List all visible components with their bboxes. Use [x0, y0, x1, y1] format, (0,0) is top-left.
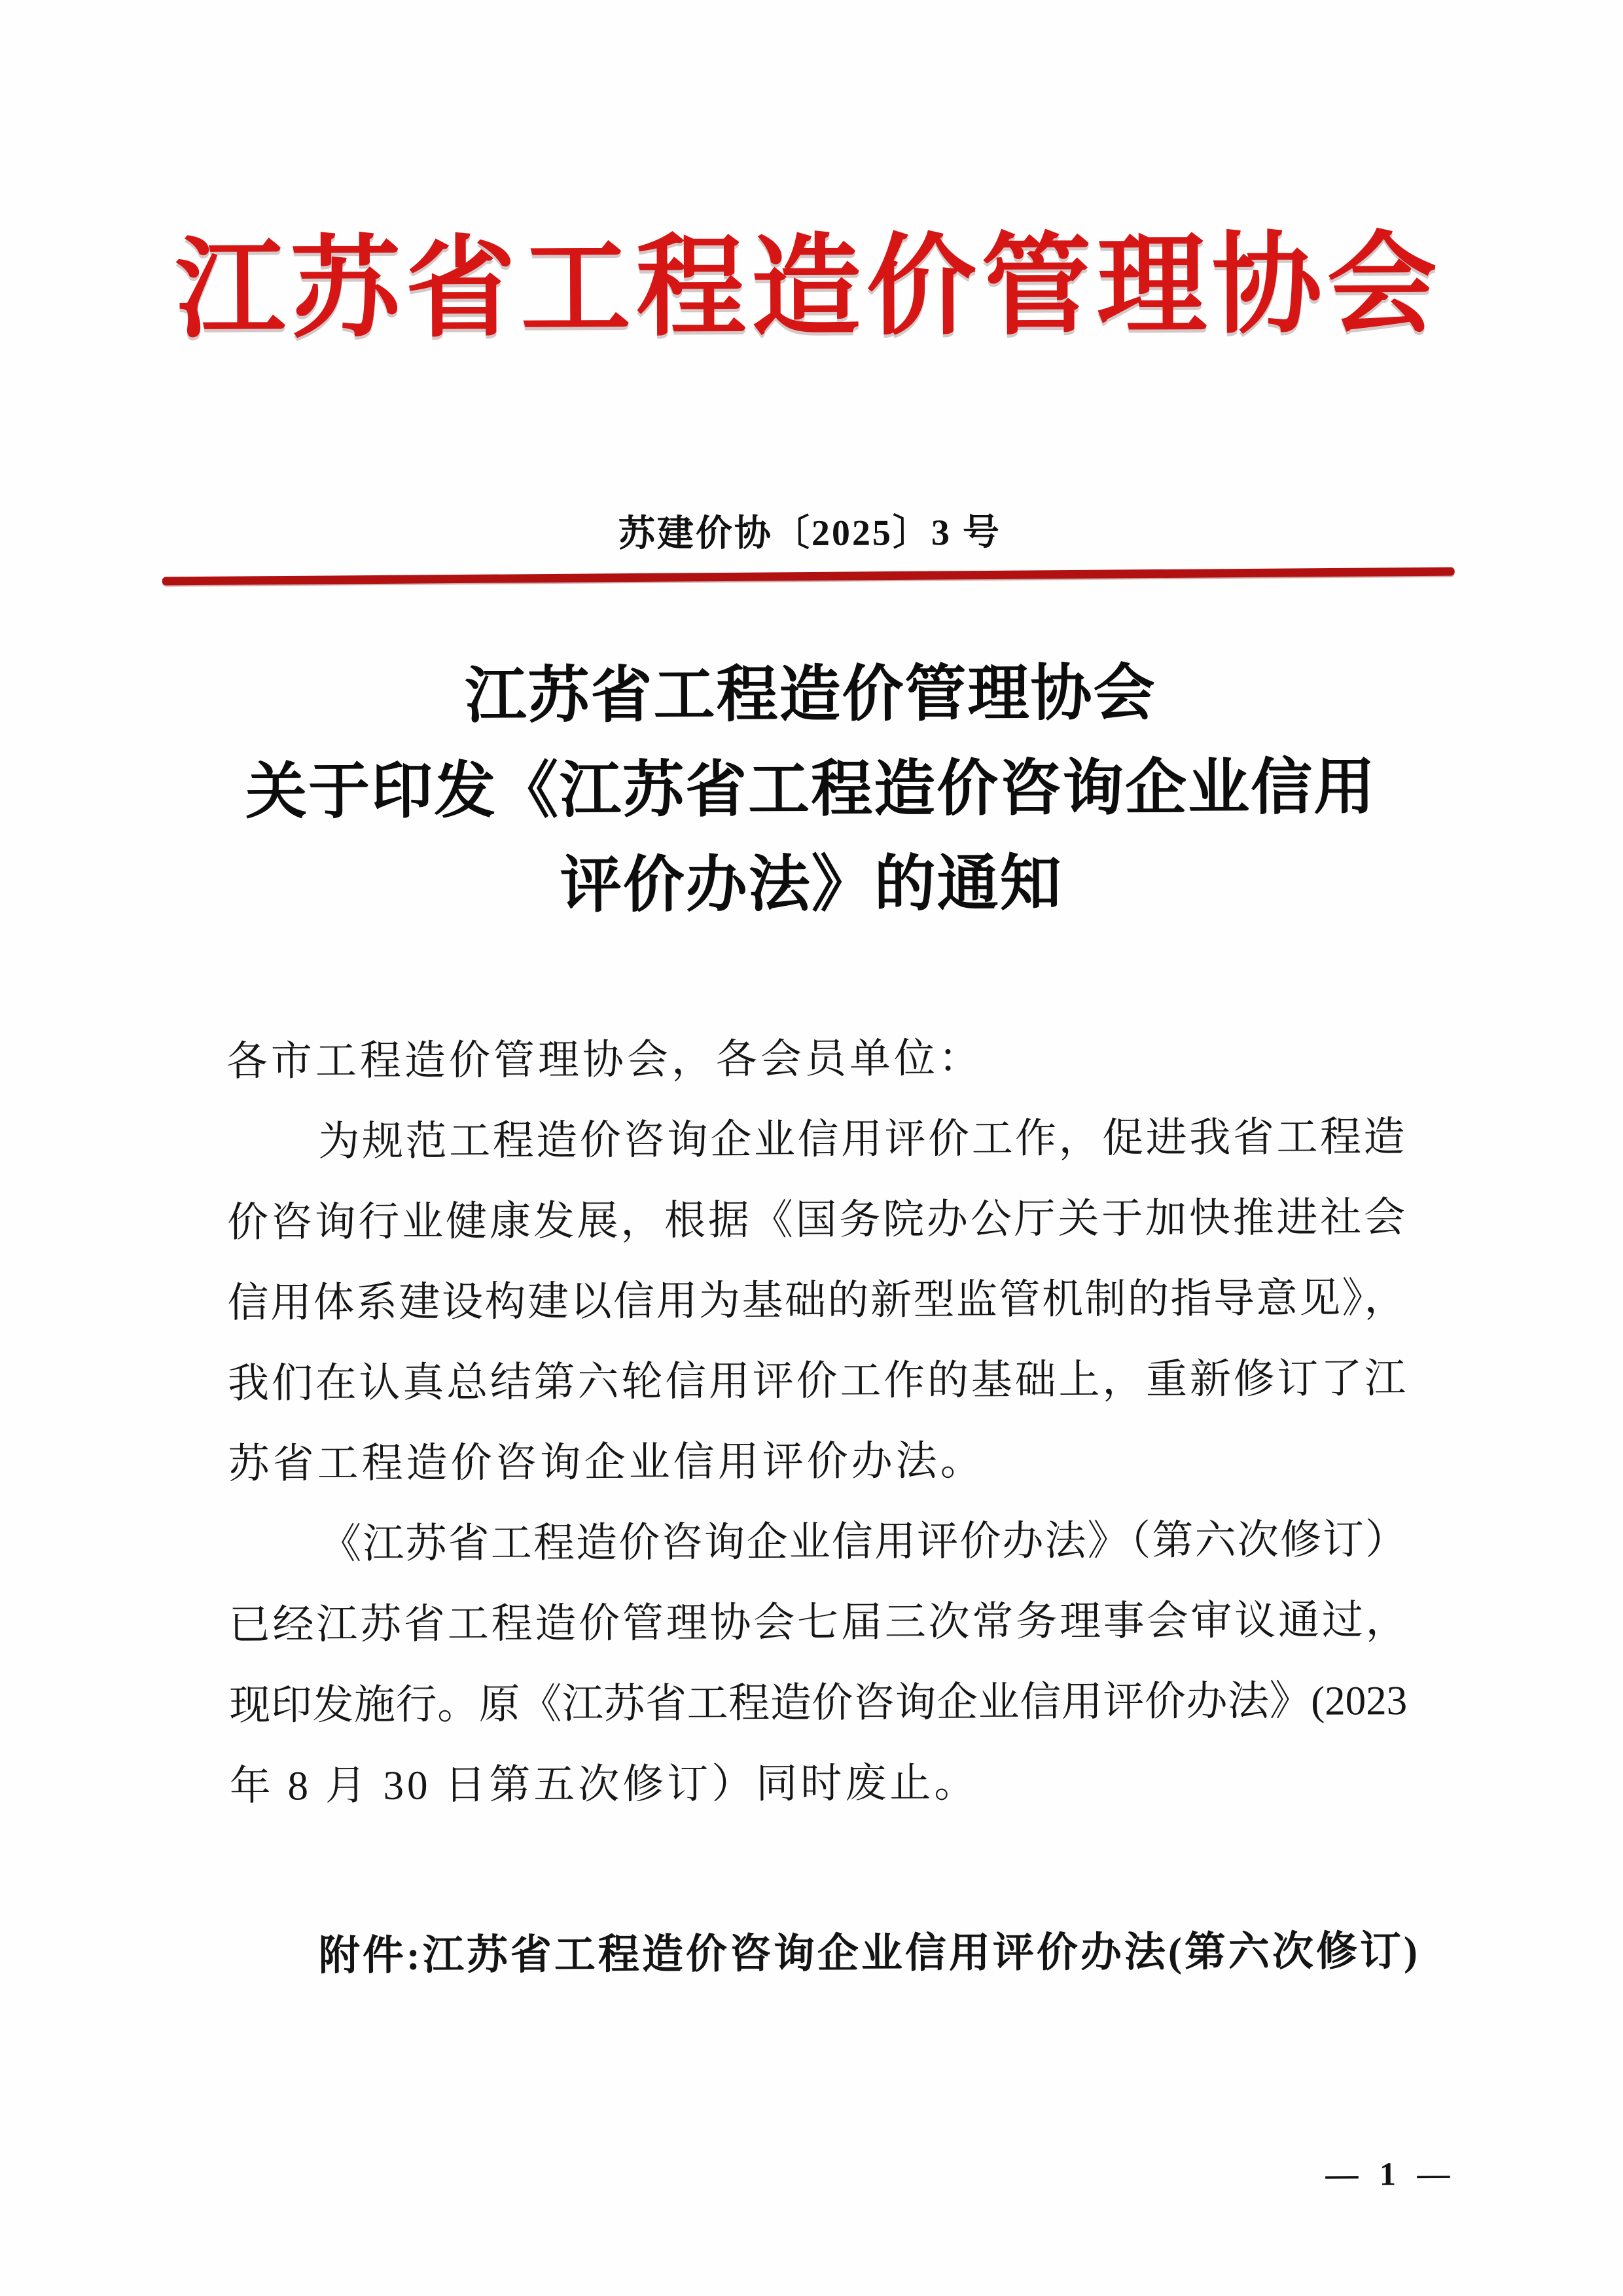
paragraph2-line: 年 8 月 30 日第五次修订）同时废止。 [229, 1759, 979, 1809]
attachment-note: 附件:江苏省工程造价咨询企业信用评价办法(第六次修订) [318, 1928, 1420, 1979]
notice-title-line-1: 江苏省工程造价管理协会 [465, 659, 1156, 731]
paragraph2-line: 已经江苏省工程造价管理协会七届三次常务理事会审议通过， [228, 1597, 1407, 1648]
paragraph1-line: 为规范工程造价咨询企业信用评价工作，促进我省工程造 [318, 1114, 1405, 1165]
red-separator-line [162, 567, 1455, 586]
paragraph2-line: 现印发施行。原《江苏省工程造价咨询企业信用评价办法》(2023 [229, 1677, 1408, 1729]
paragraph1-line: 价咨询行业健康发展，根据《国务院办公厅关于加快推进社会 [226, 1194, 1406, 1246]
salutation-line: 各市工程造价管理协会，各会员单位： [226, 1035, 984, 1085]
document-number: 苏建价协〔2025〕3 号 [618, 512, 1002, 555]
paragraph2-line: 《江苏省工程造价咨询企业信用评价办法》（第六次修订） [320, 1516, 1407, 1568]
notice-title-line-3: 评价办法》的通知 [560, 850, 1063, 920]
page-number: — 1 — [1325, 2155, 1457, 2193]
paragraph1-line: 苏省工程造价咨询企业信用评价办法。 [228, 1437, 985, 1487]
paragraph1-line: 信用体系建设构建以信用为基础的新型监管机制的指导意见》， [227, 1275, 1406, 1326]
notice-body [226, 1016, 1408, 1827]
paragraph1-line: 我们在认真总结第六轮信用评价工作的基础上，重新修订了江 [227, 1355, 1406, 1407]
notice-title [0, 645, 1623, 937]
notice-title-line-2: 关于印发《江苏省工程造价咨询企业信用 [245, 753, 1377, 827]
letterhead-title: 江苏省工程造价管理协会 [175, 224, 1443, 352]
